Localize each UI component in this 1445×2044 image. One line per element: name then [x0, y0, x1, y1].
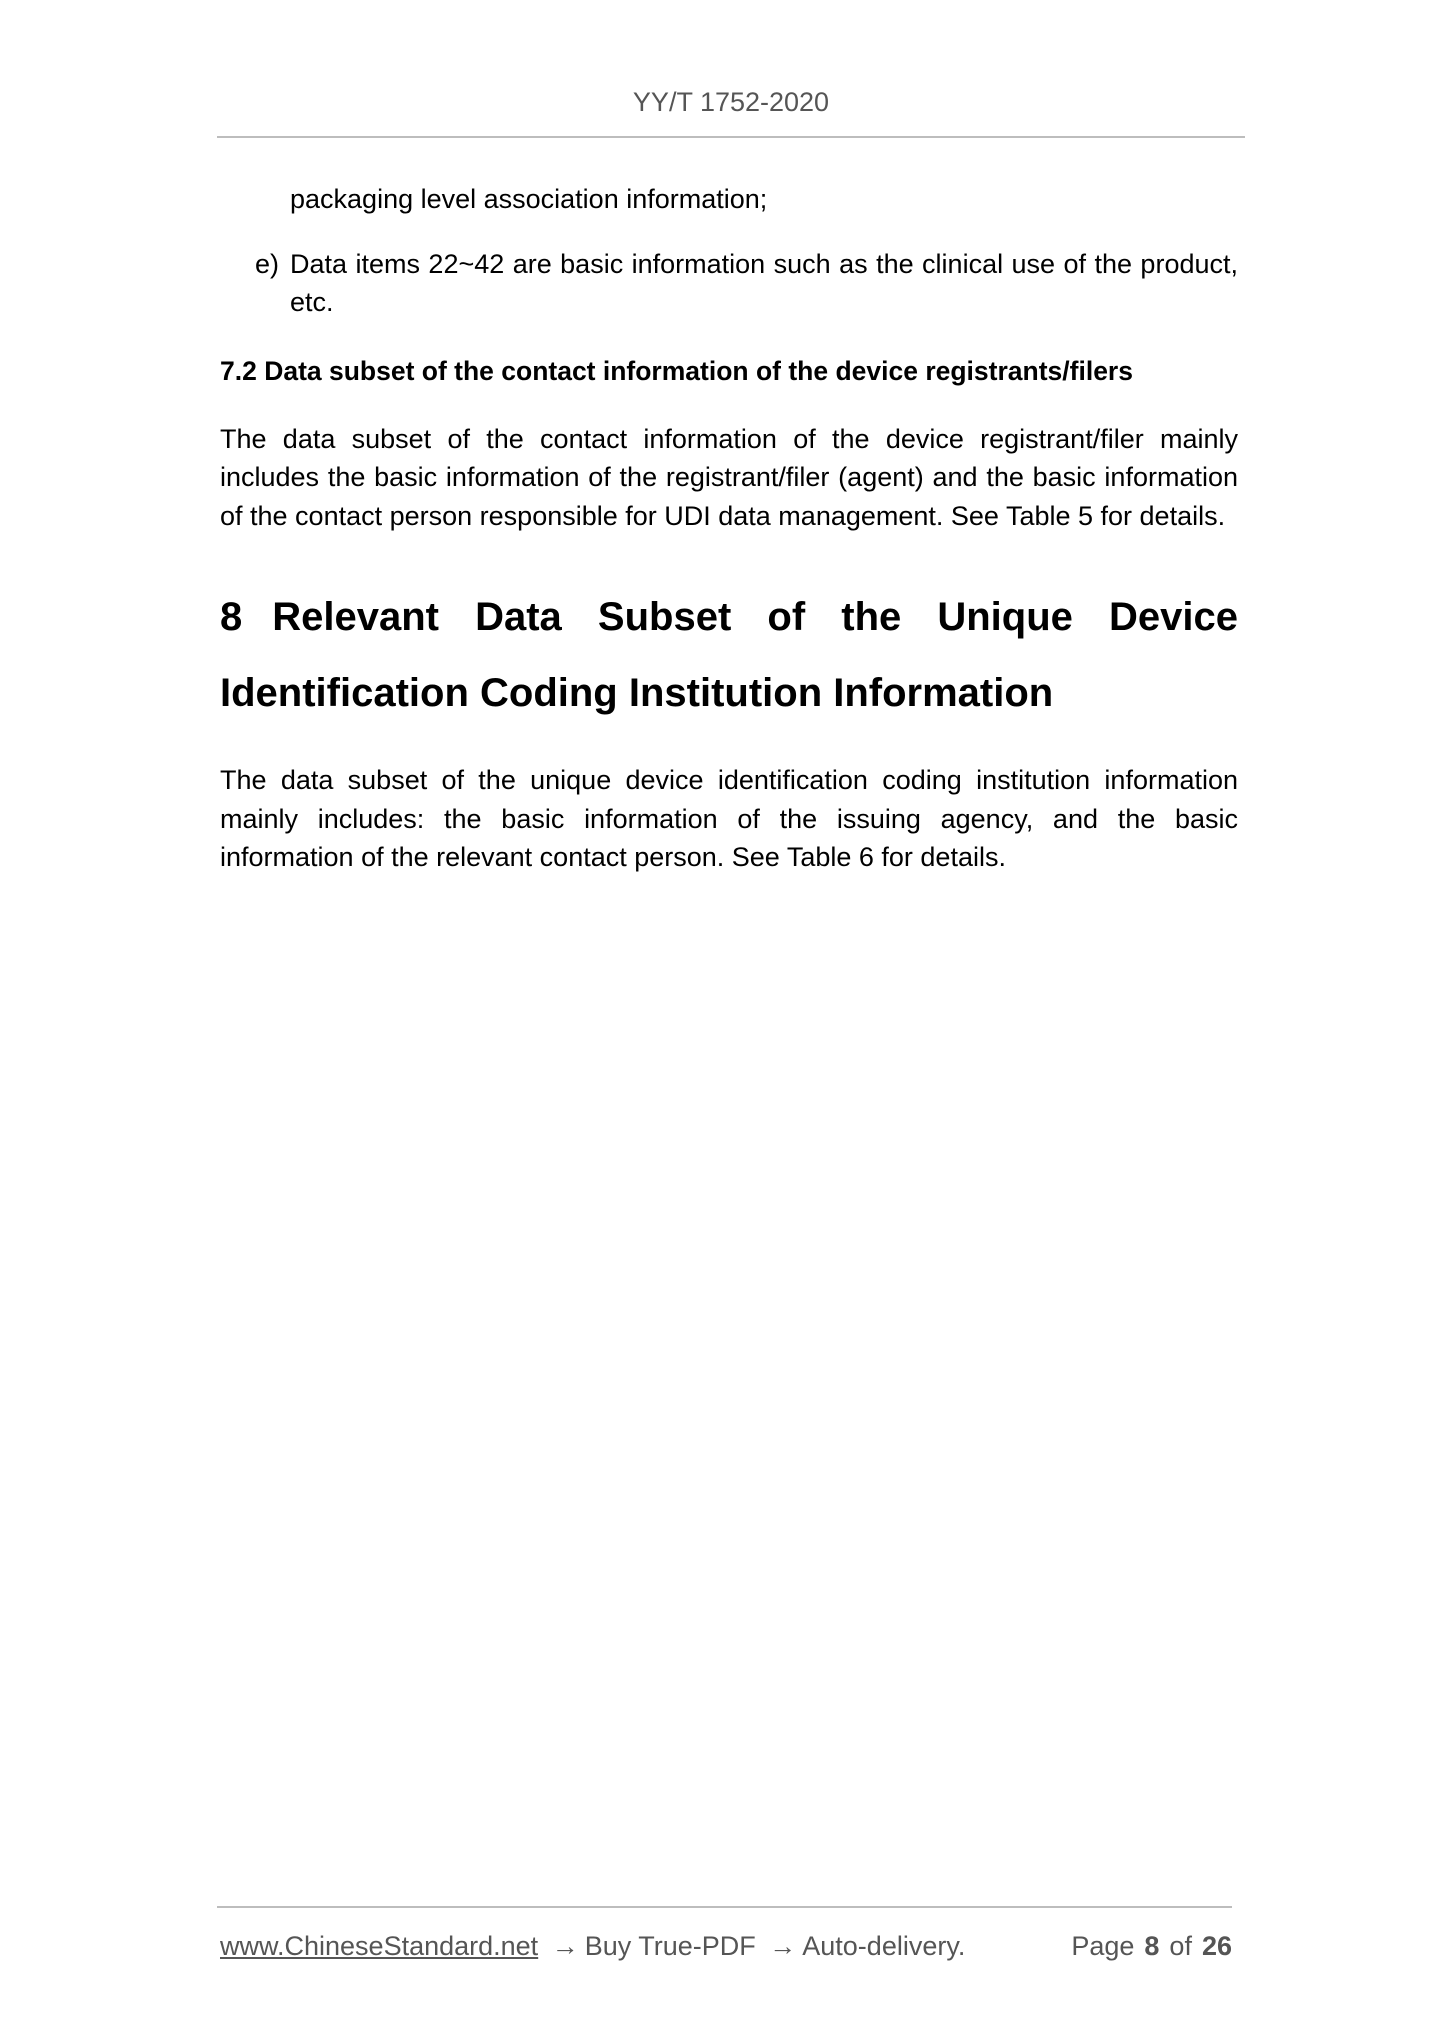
footer-divider — [217, 1906, 1232, 1908]
delivery-text: Auto-delivery. — [802, 1931, 966, 1961]
arrow-right-icon: → — [769, 1931, 797, 1961]
section-7-2-paragraph: The data subset of the contact information of the device registrant/filer mainly includes the basic information of the registrant/filer (agent) and the basic information of the contact person responsible for UDI data management. See Table 5 for details. — [220, 423, 1238, 531]
page-content — [220, 180, 1238, 921]
of-label: of — [1169, 1931, 1192, 1961]
header-divider — [217, 136, 1245, 138]
section-number: 8 — [220, 595, 243, 639]
buy-text: Buy True-PDF — [584, 1931, 756, 1961]
footer-promo — [220, 1926, 965, 1966]
site-link[interactable]: www.ChineseStandard.net — [220, 1931, 539, 1961]
total-pages: 26 — [1201, 1931, 1232, 1961]
current-page: 8 — [1144, 1931, 1160, 1961]
page-label: Page — [1071, 1931, 1135, 1961]
page-footer — [220, 1926, 1232, 1966]
page-number — [1071, 1926, 1232, 1966]
arrow-right-icon: → — [551, 1931, 579, 1961]
section-8-paragraph: The data subset of the unique device identification coding institution information mainly includes: the basic information of the issuing agency, and the basic information of the relevant contact person. See Table 6 for details. — [220, 765, 1238, 872]
page-header — [217, 82, 1245, 122]
section-7-2-heading: 7.2 Data subset of the contact information of the device registrants/filers — [220, 355, 1133, 386]
list-item-text: Data items 22~42 are basic information such as the clinical use of the product, etc. — [290, 248, 1238, 317]
document-id: YY/T 1752-2020 — [632, 87, 830, 117]
section-8-title: Relevant Data Subset of the Unique Device Identification Coding Institution Information — [220, 595, 1238, 715]
section-8-heading — [220, 579, 1238, 731]
list-item-e — [220, 245, 1238, 322]
continued-list-text: packaging level association information; — [290, 184, 768, 214]
list-marker: e) — [255, 248, 280, 279]
